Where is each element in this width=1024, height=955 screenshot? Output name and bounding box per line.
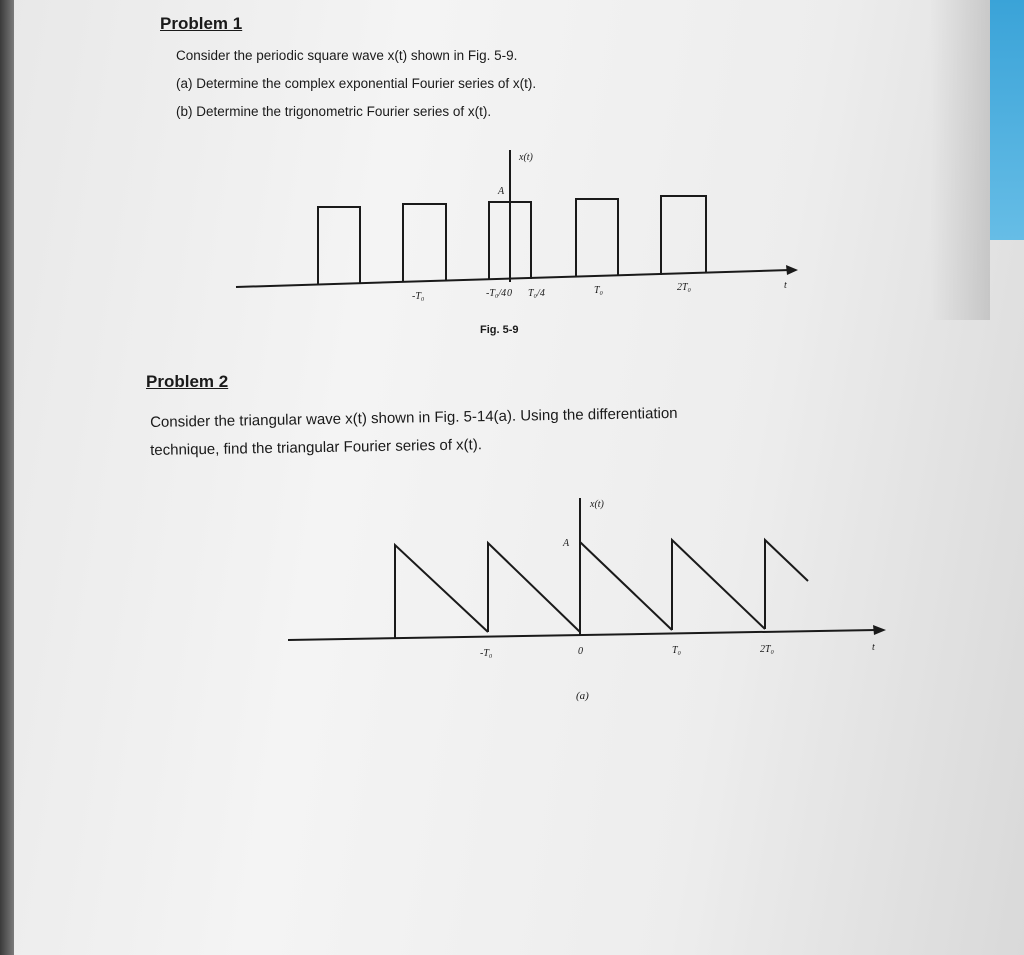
square-wave-amplitude-label: A: [498, 186, 505, 197]
figure-5-9-caption: Fig. 5-9: [480, 324, 519, 336]
square-tick-label: T₀: [594, 285, 604, 296]
square-wave-y-label: x(t): [519, 152, 533, 163]
triangular-tick-label: 2T₀: [760, 644, 775, 655]
problem-1-part-a: (a) Determine the complex exponential Fourier series of x(t).: [176, 76, 537, 91]
problem-2-heading: Problem 2: [146, 372, 229, 391]
square-tick-label: -T₀/4: [486, 288, 507, 299]
triangular-wave-y-label: x(t): [590, 499, 604, 510]
problem-2-statement-line-1: Consider the triangular wave x(t) shown in Fig. 5-14(a). Using the differentiation: [150, 404, 678, 431]
triangular-tick-label: -T₀: [480, 648, 493, 659]
problem-1-statement: Consider the periodic square wave x(t) shown in Fig. 5-9.: [176, 48, 518, 63]
square-tick-label: 2T₀: [677, 282, 692, 293]
triangular-tick-label: T₀: [672, 645, 682, 656]
triangular-wave-axis-arrow: [873, 625, 886, 635]
problem-2-statement-line-2: technique, find the triangular Fourier series of x(t).: [150, 436, 483, 459]
sawtooth-tooth-1: [395, 545, 488, 639]
triangular-wave-t-axis: [288, 630, 876, 640]
sawtooth-tooth-3: [580, 542, 672, 632]
triangular-tick-label: 0: [578, 646, 583, 657]
sawtooth-tooth-5: [765, 540, 808, 629]
problem-1-part-b: (b) Determine the trigonometric Fourier series of x(t).: [176, 104, 492, 119]
problem-1-heading: Problem 1: [160, 14, 243, 33]
triangular-wave-amplitude-label: A: [563, 538, 570, 549]
square-tick-label: 0: [507, 288, 512, 299]
square-axis-t-label: t: [784, 280, 787, 291]
figure-5-14a-caption: (a): [576, 690, 589, 702]
square-tick-label: T₀/4: [528, 288, 545, 299]
triangular-axis-t-label: t: [872, 642, 875, 653]
sawtooth-tooth-4: [672, 540, 765, 630]
square-tick-label: -T₀: [412, 291, 425, 302]
sawtooth-tooth-2: [488, 543, 580, 632]
